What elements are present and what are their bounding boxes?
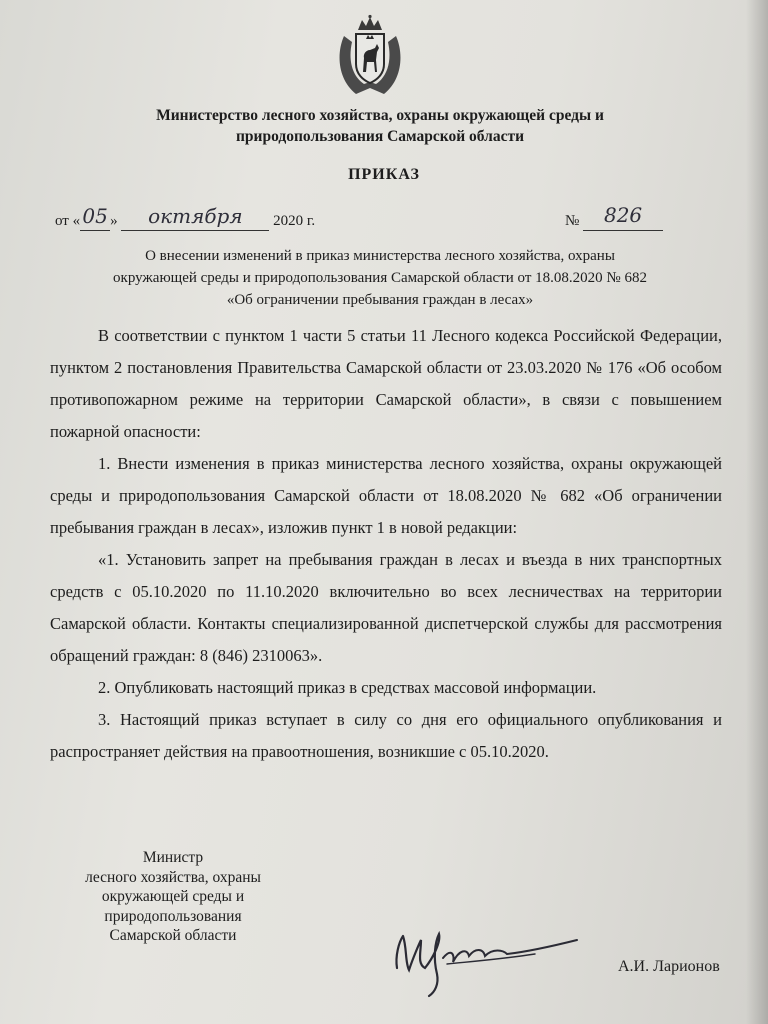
item-2-paragraph: 2. Опубликовать настоящий приказ в средствах массовой информации. (98, 678, 597, 697)
number-prefix: № (565, 213, 580, 229)
date-day-handwritten: 05 (82, 204, 108, 228)
date-prefix: от « (55, 213, 81, 229)
samara-oblast-coat-of-arms-icon (330, 14, 410, 98)
signatory-name: А.И. Ларионов (618, 958, 720, 975)
paper-edge-shadow (746, 0, 768, 1024)
signatory-position (58, 848, 288, 946)
signatory-line-1: Министр (142, 849, 204, 866)
subject-line-2: окружающей среды и природопользования Самарской области от 18.08.2020 № 682 (113, 270, 647, 286)
signatory-line-4: природопользования (104, 907, 242, 925)
issuing-organization (40, 105, 720, 147)
item-3-paragraph: 3. Настоящий приказ вступает в силу со дня его официального опубликования и распространяет действия на правоотношения, возникшие с 05.10.2020. (50, 710, 722, 761)
date-month-handwritten: октября (148, 204, 243, 228)
handwritten-signature (385, 918, 585, 998)
preamble-paragraph: В соответствии с пунктом 1 части 5 статьи 11 Лесного кодекса Российской Федерации, пунктом 2 постановления Правительства Самарской области от 23.03.2020 № 176 «Об особом противопожарном режиме на территории Самарской области», в связи с повышением пожарной опасности: (50, 326, 722, 441)
signatory-line-5: Самарской области (109, 927, 237, 944)
org-line-1: Министерство лесного хозяйства, охраны окружающей среды и (156, 107, 604, 124)
item-1-paragraph: 1. Внести изменения в приказ министерства лесного хозяйства, охраны окружающей среды и природопользования Самарской области от 18.08.2020 № 682 «Об ограничении пребывания граждан в лесах», изложив пункт 1 в новой редакции: (50, 454, 722, 537)
order-body (50, 320, 722, 768)
date-quote-close: » (110, 213, 118, 229)
order-number (565, 203, 663, 231)
org-line-2: природопользования Самарской области (235, 128, 525, 145)
signatory-line-3: окружающей среды и (101, 888, 245, 905)
order-subject (60, 245, 700, 311)
order-date (55, 206, 315, 231)
date-year: 2020 г. (273, 213, 316, 229)
subject-line-3: «Об ограничении пребывания граждан в лесах» (226, 292, 534, 308)
subject-line-1: О внесении изменений в приказ министерства лесного хозяйства, охраны (145, 248, 615, 264)
item-1-quote-paragraph: «1. Установить запрет на пребывания граждан в лесах и въезда в них транспортных средств с 05.10.2020 по 11.10.2020 включительно во всех лесничествах на территории Самарской области. Контакты специализированной диспетчерской службы для рассмотрения обращений граждан: 8 (846) 2310063». (50, 550, 722, 665)
order-number-handwritten: 826 (603, 203, 643, 227)
document-type-title: ПРИКАЗ (348, 166, 420, 183)
signatory-line-2: лесного хозяйства, охраны (85, 868, 261, 886)
